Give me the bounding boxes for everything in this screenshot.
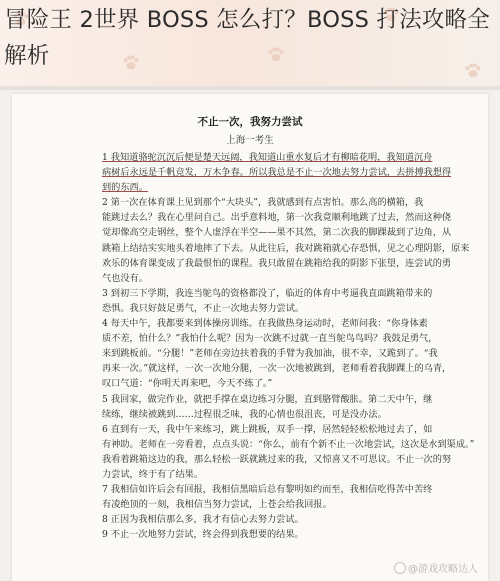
document-line: 5 我回家，做完作业，就把手撑在桌边练习分腿，直到胳臂酸胀。第二天中午，继	[102, 393, 433, 405]
document-line: 到的东西。	[102, 182, 148, 194]
document-line: 来到跳板前。“分腿！”老师在旁边扶着我的手臂为我加油，很不幸，又跪到了。“我	[102, 348, 438, 360]
document-line: 恐惧。我只好鼓足勇气，不止一次地去努力尝试。	[102, 302, 305, 314]
divider	[0, 86, 500, 90]
watermark-text: @游戏攻略达人	[408, 564, 478, 575]
document-line: 力尝试，终于有了结果。	[102, 468, 204, 480]
document-line: 欢乐的体育课变成了我最恨怕的课程。我只敢留在跳箱给我的阴影下张望，连尝试的勇	[102, 257, 452, 269]
document-line: 跳箱上结结实实地头着地摔了下去。从此往后，我对跳箱就心存恐惧，见之心理阴影，原来	[102, 242, 470, 254]
document-author: 上海一考生	[226, 135, 274, 146]
article-title: 冒险王 2世界 BOSS 怎么打？BOSS 打法攻略全解析	[4, 7, 490, 69]
document-line: 1 我知道骆驼沉沉后便是楚天远阔，我知道山重水复后才有柳暗花明，我知道沉舟	[102, 152, 433, 163]
document-line: 叹口气道：“你明天再来吧，今天不练了。”	[102, 378, 273, 390]
document-line: 觉却像高空走钢丝，整个人虚浮在半空——果不其然，第二次我的脚踝裁到了边角，从	[102, 227, 452, 239]
document-line: 我看着跳箱这边的我，那么轻松一跃就跳过来的我，又惊喜又不可思议。不止一次的努	[102, 453, 452, 465]
title-banner	[0, 0, 500, 86]
document-line: 9 不止一次地努力尝试，终会得到我想要的结果。	[102, 529, 304, 541]
document-line: 病树后永远是千帆竞发，万木争春。所以我总是不止一次地去努力尝试，去拼搏我想得	[102, 167, 452, 179]
document-page	[12, 94, 488, 581]
document-line: 4 每天中午，我都要来到体操房训练。在我做热身运动时，老师问我：“你身体素	[102, 318, 428, 330]
document-line: 6 直到有一天，我中午来练习，跳上跳板，双手一撑，居然轻轻松松地过去了，如	[102, 423, 433, 435]
document-line: 3 到初三下学期，我连当鸵鸟的资格都没了，临近的体育中考逼我直面跳箱带来的	[102, 287, 433, 299]
document-line: 8 正因为我相信那么多，我才有信心去努力尝试。	[102, 514, 304, 526]
document-line: 有神助。老师在一旁看着，点点头说：“你么，前有个新不止一次地尝试，这次是水到渠成。”	[102, 438, 475, 450]
watermark	[394, 560, 478, 575]
document-line: 能跳过去么？我在心里问自己。出乎意料地，第一次我竟顺利地跳了过去，然而这种侥	[102, 212, 452, 224]
document-line: 2 第一次在体育课上见到那个“大块头”，我就感到有点害怕。那么高的横箱，我	[102, 197, 424, 209]
document-line: 7 我相信如许后会有回报，我相信黑暗后总有黎明如约而至，我相信吃得苦中苦终	[102, 484, 433, 496]
document-line: 质不差，怕什么？”我怕什么呢？因为一次跳不过就一直当鸵鸟鸟吗？我鼓足勇气，	[102, 333, 438, 345]
document-body	[102, 150, 475, 542]
document-line: 气也没有。	[102, 272, 148, 284]
document-line: 有凌绝顶的一刻，我相信当努力尝试，上苍会给我回报。	[102, 499, 332, 511]
document-title: 不止一次，我努力尝试	[197, 116, 303, 128]
watermark-logo-icon	[394, 562, 406, 574]
document-line: 再来一次。”就这样，一次一次地分腿，一次一次地被跳到，老师看着我脚踝上的乌青，	[102, 363, 452, 375]
document-line: 续练，继续被跳到……过程很乏味，我的心情也很沮丧，可是没办法。	[102, 408, 387, 420]
